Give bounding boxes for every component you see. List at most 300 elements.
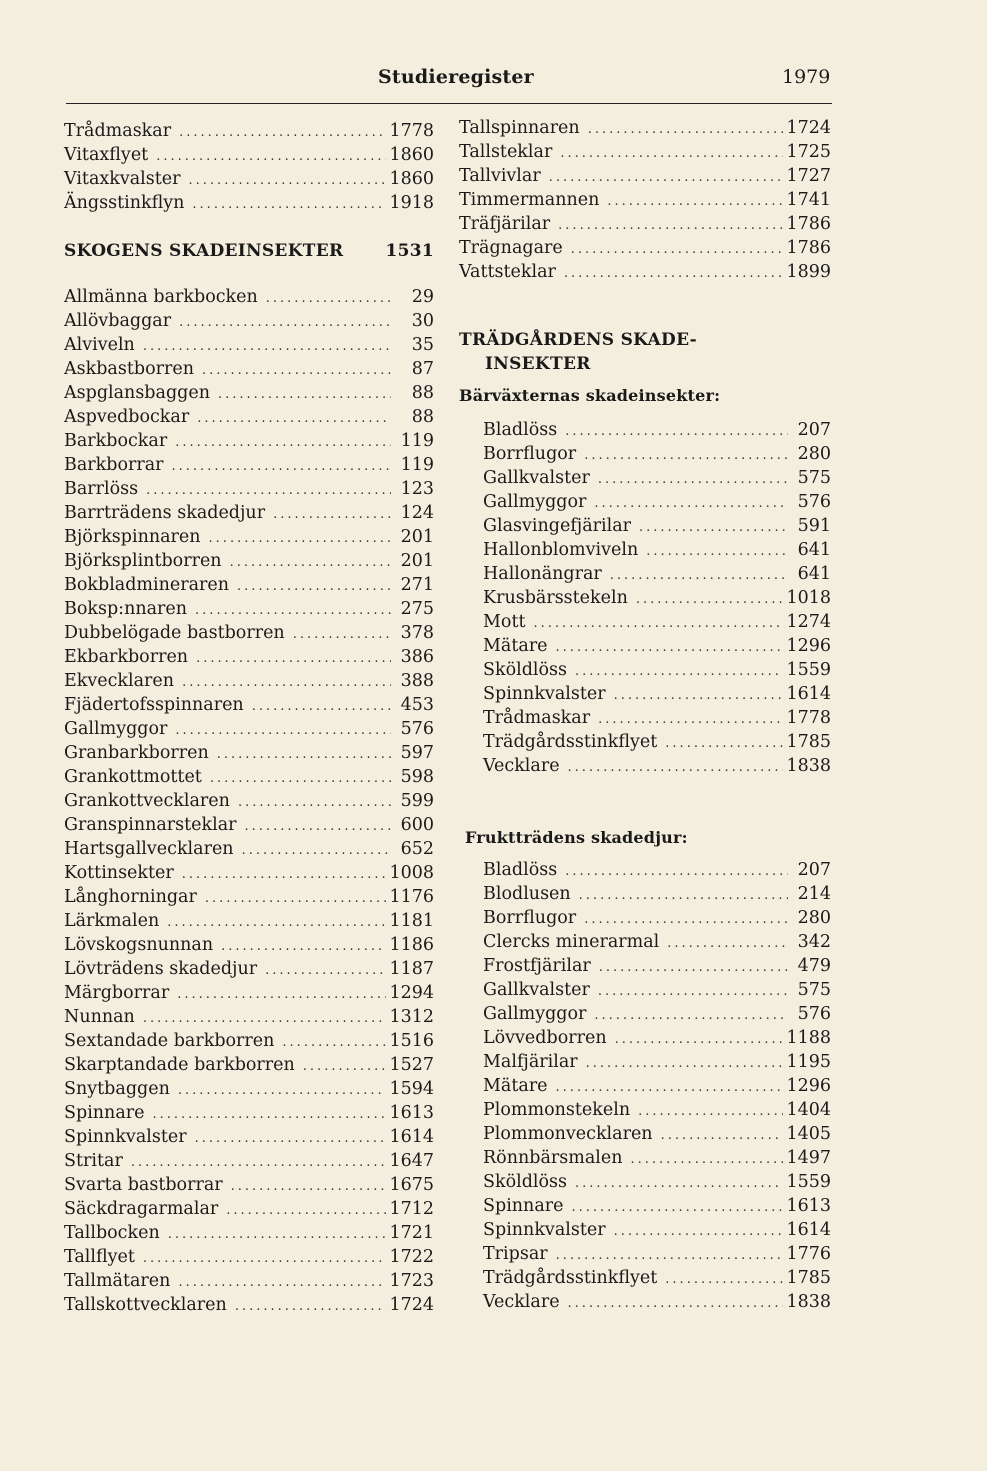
entry-name: Hallonängrar: [483, 564, 602, 584]
dot-leader: [167, 911, 386, 935]
entry-page: 576: [797, 492, 831, 512]
entry-page: 1312: [389, 1007, 434, 1027]
entry-page: 1778: [786, 708, 831, 728]
dot-leader: [146, 479, 391, 503]
entry-name: Sköldlöss: [483, 1172, 568, 1192]
entry-name: Glasvingefjärilar: [483, 516, 631, 536]
index-entry: [64, 1221, 434, 1245]
index-entry: [64, 1029, 434, 1053]
entry-page: 124: [400, 503, 434, 523]
entry-name: Borrflugor: [483, 908, 577, 928]
entry-name: Tallbocken: [64, 1223, 160, 1243]
entry-name: Grankottvecklaren: [64, 791, 230, 811]
index-entry: [64, 885, 434, 909]
index-entry: [64, 119, 434, 143]
entry-name: Alviveln: [64, 335, 135, 355]
index-entry: [64, 621, 434, 645]
entry-name: Vecklare: [483, 1292, 560, 1312]
index-entry: [483, 586, 831, 610]
index-entry: [483, 634, 831, 658]
index-entry: [64, 1293, 434, 1317]
entry-name: Timmermannen: [459, 190, 600, 210]
entry-page: 576: [400, 719, 434, 739]
dot-leader: [588, 118, 784, 142]
entry-name: Gallmyggor: [483, 492, 587, 512]
dot-leader: [579, 884, 788, 908]
dot-leader: [182, 671, 391, 695]
entry-name: Spinnkvalster: [483, 684, 606, 704]
entry-page: 598: [400, 767, 434, 787]
entry-name: Bladlöss: [483, 420, 558, 440]
index-entry: [459, 140, 831, 164]
entry-name: Plommonvecklaren: [483, 1124, 653, 1144]
entry-name: Mätare: [483, 636, 548, 656]
dot-leader: [172, 455, 391, 479]
entry-page: 576: [797, 1004, 831, 1024]
dot-leader: [556, 1244, 784, 1268]
dot-leader: [209, 527, 391, 551]
dot-leader: [556, 636, 784, 660]
dot-leader: [226, 1199, 386, 1223]
index-entry: [483, 1050, 831, 1074]
dot-leader: [293, 623, 391, 647]
index-entry: [64, 741, 434, 765]
dot-leader: [178, 1271, 386, 1295]
entry-name: Dubbelögade bastborren: [64, 623, 285, 643]
dot-leader: [586, 1052, 784, 1076]
entry-page: 201: [400, 527, 434, 547]
entry-name: Krusbärsstekeln: [483, 588, 628, 608]
entry-page: 1594: [389, 1079, 434, 1099]
entry-name: Lärkmalen: [64, 911, 160, 931]
dot-leader: [560, 142, 783, 166]
entry-page: 599: [400, 791, 434, 811]
dot-leader: [265, 959, 386, 983]
dot-leader: [189, 169, 387, 193]
entry-name: Bladlöss: [483, 860, 558, 880]
section-title: SKOGENS SKADEINSEKTER: [64, 241, 344, 261]
entry-page: 479: [797, 956, 831, 976]
entry-page: 1296: [786, 1076, 831, 1096]
index-entry: [64, 357, 434, 381]
subsection-title-barvaxternas: Bärväxternas skadeinsekter:: [459, 386, 721, 405]
entry-page: 1838: [786, 1292, 831, 1312]
entry-page: 1786: [786, 238, 831, 258]
entry-name: Vattsteklar: [459, 262, 556, 282]
index-entry: [483, 930, 831, 954]
dot-leader: [143, 1007, 387, 1031]
entry-page: 1722: [389, 1247, 434, 1267]
index-entry: [483, 1242, 831, 1266]
entry-page: 280: [797, 908, 831, 928]
entry-name: Allmänna barkbocken: [64, 287, 258, 307]
entry-page: 1776: [786, 1244, 831, 1264]
entry-page: 1559: [786, 1172, 831, 1192]
dot-leader: [252, 695, 391, 719]
entry-page: 1527: [389, 1055, 434, 1075]
index-entry: [64, 573, 434, 597]
dot-leader: [607, 190, 783, 214]
entry-name: Gallkvalster: [483, 980, 590, 1000]
index-entry: [64, 1077, 434, 1101]
index-entry: [64, 1005, 434, 1029]
dot-leader: [564, 262, 784, 286]
index-entry: [483, 466, 831, 490]
index-entry: [64, 717, 434, 741]
entry-page: 1785: [786, 732, 831, 752]
index-entry: [64, 1245, 434, 1269]
index-entry: [64, 381, 434, 405]
index-entry: [459, 116, 831, 140]
entry-page: 1186: [389, 935, 434, 955]
entry-page: 29: [411, 287, 434, 307]
dot-leader: [197, 407, 391, 431]
index-entry: [483, 1194, 831, 1218]
dot-leader: [218, 383, 391, 407]
entry-name: Barrlöss: [64, 479, 139, 499]
index-entry: [64, 837, 434, 861]
entry-page: 1786: [786, 214, 831, 234]
index-entry: [483, 1002, 831, 1026]
index-entry: [64, 1197, 434, 1221]
dot-leader: [558, 214, 783, 238]
entry-page: 1181: [389, 911, 434, 931]
index-entry: [483, 1146, 831, 1170]
entry-page: 88: [411, 407, 434, 427]
index-entry: [483, 538, 831, 562]
section-title-tradgardens-line1: TRÄDGÅRDENS SKADE-: [459, 330, 698, 350]
entry-page: 1723: [389, 1271, 434, 1291]
left-top-entries: [64, 119, 434, 215]
entry-page: 1614: [389, 1127, 434, 1147]
dot-leader: [594, 492, 788, 516]
index-entry: [483, 610, 831, 634]
dot-leader: [168, 1223, 387, 1247]
running-header-title: Studieregister: [378, 66, 534, 88]
entry-name: Hallonblomviveln: [483, 540, 639, 560]
entry-page: 378: [400, 623, 434, 643]
entry-page: 1860: [389, 145, 434, 165]
entry-name: Aspvedbockar: [64, 407, 190, 427]
index-entry: [459, 236, 831, 260]
entry-page: 1176: [389, 887, 434, 907]
dot-leader: [572, 1196, 784, 1220]
entry-page: 271: [400, 575, 434, 595]
dot-leader: [565, 420, 788, 444]
entry-page: 1559: [786, 660, 831, 680]
entry-name: Lövvedborren: [483, 1028, 607, 1048]
entry-page: 1296: [786, 636, 831, 656]
entry-name: Märgborrar: [64, 983, 170, 1003]
entry-name: Gallkvalster: [483, 468, 590, 488]
entry-name: Långhorningar: [64, 887, 197, 907]
index-entry: [64, 143, 434, 167]
index-entry: [64, 933, 434, 957]
entry-name: Tallvivlar: [459, 166, 541, 186]
entry-page: 201: [400, 551, 434, 571]
dot-leader: [631, 1148, 784, 1172]
entry-page: 275: [400, 599, 434, 619]
index-entry: [64, 981, 434, 1005]
entry-name: Rönnbärsmalen: [483, 1148, 623, 1168]
dot-leader: [599, 956, 788, 980]
entry-page: 87: [411, 359, 434, 379]
index-entry: [64, 333, 434, 357]
entry-page: 35: [411, 335, 434, 355]
dot-leader: [667, 932, 788, 956]
entry-page: 1274: [786, 612, 831, 632]
entry-page: 1725: [786, 142, 831, 162]
entry-page: 1778: [389, 121, 434, 141]
entry-name: Spinnkvalster: [64, 1127, 187, 1147]
dot-leader: [646, 540, 788, 564]
entry-name: Gallmyggor: [64, 719, 168, 739]
entry-page: 1008: [389, 863, 434, 883]
index-entry: [64, 1053, 434, 1077]
dot-leader: [179, 311, 391, 335]
index-entry: [64, 191, 434, 215]
index-entry: [64, 285, 434, 309]
entry-page: 597: [400, 743, 434, 763]
dot-leader: [175, 431, 391, 455]
entry-page: 1918: [389, 193, 434, 213]
entry-name: Björksplintborren: [64, 551, 222, 571]
entry-page: 1614: [786, 1220, 831, 1240]
dot-leader: [549, 166, 784, 190]
dot-leader: [205, 887, 387, 911]
entry-name: Trädgårdsstinkflyet: [483, 732, 658, 752]
index-entry: [483, 442, 831, 466]
entry-page: 119: [400, 431, 434, 451]
entry-page: 207: [797, 420, 831, 440]
index-entry: [64, 429, 434, 453]
entry-page: 1785: [786, 1268, 831, 1288]
dot-leader: [598, 708, 783, 732]
dot-leader: [235, 1295, 387, 1319]
entry-name: Björkspinnaren: [64, 527, 201, 547]
index-entry: [64, 789, 434, 813]
dot-leader: [202, 359, 391, 383]
entry-name: Vitaxflyet: [64, 145, 149, 165]
entry-name: Fjädertofsspinnaren: [64, 695, 244, 715]
dot-leader: [217, 743, 391, 767]
entry-page: 342: [797, 932, 831, 952]
dot-leader: [143, 1247, 387, 1271]
entry-page: 1497: [786, 1148, 831, 1168]
index-entry: [483, 1098, 831, 1122]
entry-name: Trägnagare: [459, 238, 563, 258]
entry-name: Gallmyggor: [483, 1004, 587, 1024]
entry-name: Bokbladmineraren: [64, 575, 230, 595]
entry-name: Trådmaskar: [483, 708, 591, 728]
entry-name: Frostfjärilar: [483, 956, 591, 976]
dot-leader: [131, 1151, 387, 1175]
entry-name: Barkborrar: [64, 455, 164, 475]
index-entry: [459, 188, 831, 212]
entry-name: Clercks minerarmal: [483, 932, 660, 952]
dot-leader: [143, 335, 391, 359]
left-column: [64, 119, 434, 1317]
entry-name: Trådmaskar: [64, 121, 172, 141]
dot-leader: [177, 983, 386, 1007]
index-entry: [483, 1290, 831, 1314]
entry-page: 1404: [786, 1100, 831, 1120]
entry-page: 1838: [786, 756, 831, 776]
index-entry: [64, 669, 434, 693]
index-entry: [64, 693, 434, 717]
dot-leader: [273, 503, 391, 527]
entry-page: 575: [797, 980, 831, 1000]
subsection-barvaxternas-entries: [459, 418, 831, 778]
index-entry: [483, 858, 831, 882]
dot-leader: [661, 1124, 784, 1148]
index-entry: [459, 212, 831, 236]
entry-name: Lövträdens skadedjur: [64, 959, 258, 979]
entry-name: Tallflyet: [64, 1247, 135, 1267]
entry-name: Säckdragarmalar: [64, 1199, 219, 1219]
section-heading-skogens: [64, 239, 434, 263]
entry-page: 591: [797, 516, 831, 536]
entry-page: 1675: [389, 1175, 434, 1195]
entry-page: 575: [797, 468, 831, 488]
dot-leader: [568, 1292, 784, 1316]
index-entry: [64, 861, 434, 885]
index-entry: [483, 730, 831, 754]
dot-leader: [195, 1127, 387, 1151]
entry-name: Tallsteklar: [459, 142, 553, 162]
entry-name: Svarta bastborrar: [64, 1175, 223, 1195]
entry-name: Tallmätaren: [64, 1271, 171, 1291]
entry-name: Spinnkvalster: [483, 1220, 606, 1240]
dot-leader: [153, 1103, 387, 1127]
index-entry: [483, 1122, 831, 1146]
dot-leader: [195, 599, 391, 623]
entry-page: 214: [797, 884, 831, 904]
entry-name: Kottinsekter: [64, 863, 174, 883]
right-column: [459, 116, 831, 1314]
dot-leader: [175, 719, 391, 743]
dot-leader: [230, 551, 391, 575]
index-entry: [64, 453, 434, 477]
dot-leader: [245, 815, 391, 839]
entry-name: Sextandade barkborren: [64, 1031, 275, 1051]
entry-page: 453: [400, 695, 434, 715]
entry-page: 1727: [786, 166, 831, 186]
index-entry: [64, 501, 434, 525]
entry-name: Tallspinnaren: [459, 118, 580, 138]
entry-name: Ekvecklaren: [64, 671, 175, 691]
entry-page: 1405: [786, 1124, 831, 1144]
dot-leader: [584, 908, 788, 932]
entry-page: 1721: [389, 1223, 434, 1243]
section-page: 1531: [385, 241, 434, 261]
entry-name: Boksp:nnaren: [64, 599, 188, 619]
index-entry: [483, 418, 831, 442]
index-entry: [483, 514, 831, 538]
entry-page: 1860: [389, 169, 434, 189]
index-entry: [483, 1218, 831, 1242]
dot-leader: [303, 1055, 387, 1079]
index-entry: [483, 1074, 831, 1098]
index-entry: [64, 957, 434, 981]
entry-page: 1018: [786, 588, 831, 608]
entry-name: Mätare: [483, 1076, 548, 1096]
entry-page: 1724: [786, 118, 831, 138]
entry-page: 386: [400, 647, 434, 667]
entry-page: 1294: [389, 983, 434, 1003]
index-entry: [483, 562, 831, 586]
dot-leader: [584, 444, 788, 468]
entry-page: 600: [400, 815, 434, 835]
entry-name: Barkbockar: [64, 431, 168, 451]
dot-leader: [221, 935, 386, 959]
dot-leader: [156, 145, 386, 169]
header-rule: [66, 103, 832, 104]
entry-name: Sköldlöss: [483, 660, 568, 680]
entry-name: Snytbaggen: [64, 1079, 170, 1099]
dot-leader: [210, 767, 391, 791]
entry-name: Nunnan: [64, 1007, 135, 1027]
dot-leader: [665, 1268, 783, 1292]
entry-name: Hartsgallvecklaren: [64, 839, 234, 859]
dot-leader: [636, 588, 784, 612]
entry-name: Plommonstekeln: [483, 1100, 631, 1120]
dot-leader: [534, 612, 784, 636]
dot-leader: [614, 684, 784, 708]
index-entry: [64, 167, 434, 191]
entry-name: Barrträdens skadedjur: [64, 503, 266, 523]
entry-page: 1724: [389, 1295, 434, 1315]
index-entry: [64, 645, 434, 669]
dot-leader: [282, 1031, 386, 1055]
index-entry: [483, 1170, 831, 1194]
entry-name: Blodlusen: [483, 884, 571, 904]
dot-leader: [594, 1004, 788, 1028]
index-entry: [64, 765, 434, 789]
entry-page: 1187: [389, 959, 434, 979]
entry-page: 641: [797, 564, 831, 584]
dot-leader: [266, 287, 391, 311]
entry-page: 1741: [786, 190, 831, 210]
index-entry: [64, 1173, 434, 1197]
dot-leader: [238, 791, 391, 815]
dot-leader: [615, 1028, 784, 1052]
page-number: 1979: [782, 66, 831, 88]
entry-page: 30: [411, 311, 434, 331]
index-entry: [64, 549, 434, 573]
entry-name: Grankottmottet: [64, 767, 202, 787]
right-top-entries: [459, 116, 831, 284]
entry-name: Malfjärilar: [483, 1052, 578, 1072]
dot-leader: [639, 516, 788, 540]
index-entry: [483, 754, 831, 778]
entry-name: Stritar: [64, 1151, 123, 1171]
entry-name: Borrflugor: [483, 444, 577, 464]
entry-page: 1613: [786, 1196, 831, 1216]
index-entry: [483, 954, 831, 978]
entry-page: 1516: [389, 1031, 434, 1051]
left-main-entries: [64, 285, 434, 1317]
entry-name: Askbastborren: [64, 359, 194, 379]
index-entry: [64, 1101, 434, 1125]
dot-leader: [575, 660, 783, 684]
entry-name: Mott: [483, 612, 526, 632]
index-entry: [483, 706, 831, 730]
index-entry: [483, 658, 831, 682]
index-entry: [64, 597, 434, 621]
entry-name: Aspglansbaggen: [64, 383, 210, 403]
entry-name: Spinnare: [64, 1103, 145, 1123]
